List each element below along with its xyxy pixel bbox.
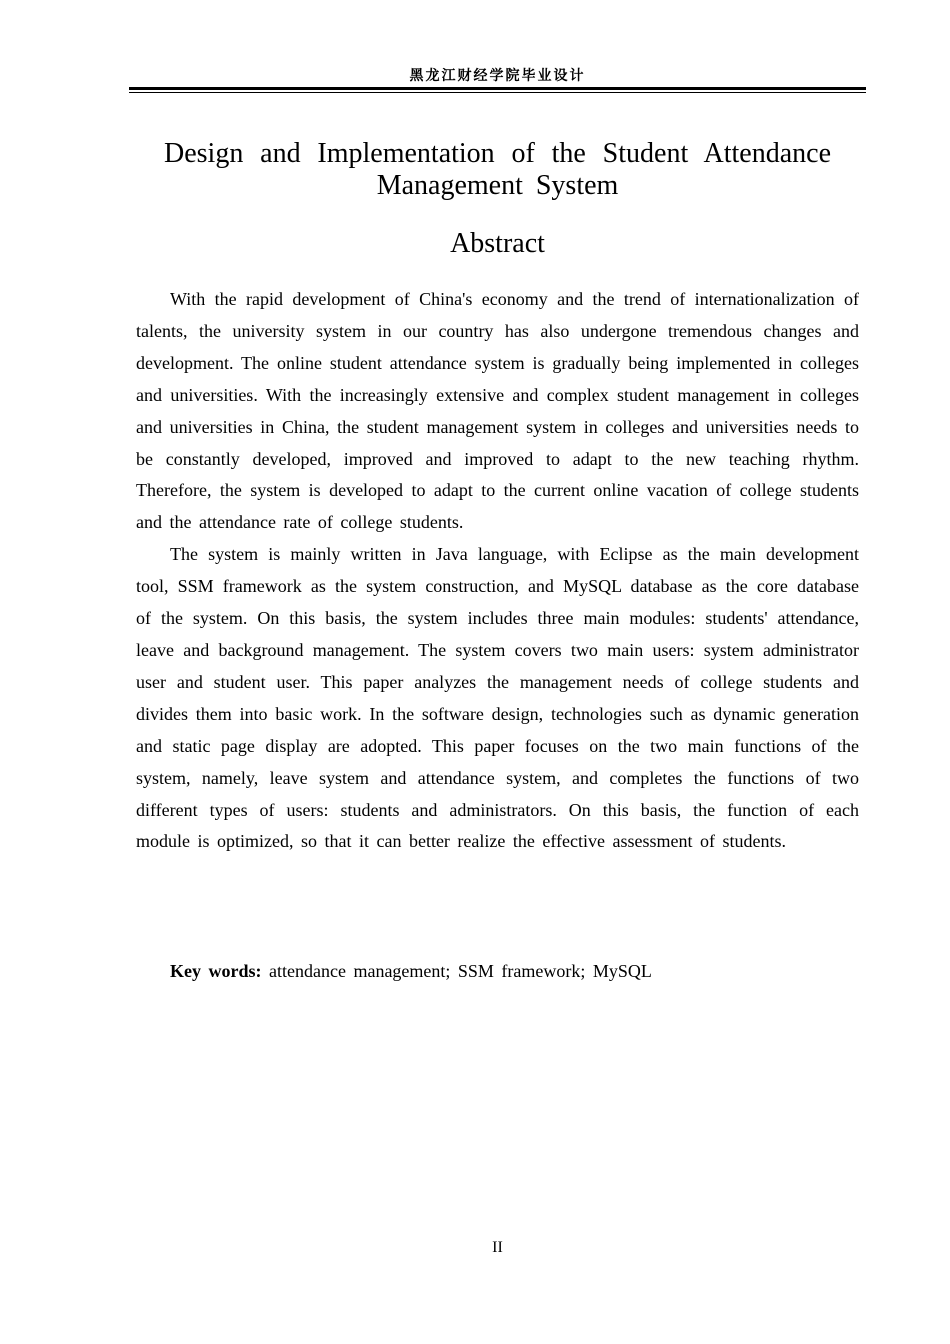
keywords-label: Key words: <box>170 961 262 981</box>
abstract-heading: Abstract <box>450 228 545 259</box>
abstract-paragraph-2: The system is mainly written in Java language, with Eclipse as the main development tool, SSM framework as the system construction, and MySQL database as the core database of the system. On this basis, the system includes three main modules: students' attendance, leave and background management. The system covers two main users: system administrator user and student user. This paper analyzes the management needs of college students and divides them into basic work. In the software design, technologies such as dynamic generation and static page display are adopted. This paper focuses on the two main functions of the system, namely, leave system and attendance system, and completes the functions of two different types of users: students and administrators. On this basis, the function of each module is optimized, so that it can better realize the effective assessment of students. <box>136 544 859 852</box>
header-school-title: 黑龙江财经学院毕业设计 <box>409 68 586 84</box>
keywords <box>170 955 652 987</box>
page-number: II <box>492 1239 503 1256</box>
keywords-text: attendance management; SSM framework; MySQL <box>269 961 652 981</box>
thesis-title-line-2: Management System <box>376 170 619 201</box>
page-header <box>129 66 866 86</box>
thesis-title <box>136 138 859 202</box>
abstract-paragraph-1: With the rapid development of China's economy and the trend of internationalization of talents, the university system in our country has also undergone tremendous changes and development. The online student attendance system is gradually being implemented in colleges and universities. With the increasingly extensive and complex student management in colleges and universities in China, the student management system in colleges and universities needs to be constantly developed, improved and improved to adapt to the new teaching rhythm. Therefore, the system is developed to adapt to the current online vacation of college students and the attendance rate of college students. <box>136 289 859 533</box>
header-rule-thick <box>129 87 866 90</box>
abstract-body <box>136 284 859 858</box>
thesis-title-line-1: Design and Implementation of the Student Attendance <box>164 138 831 169</box>
header-rule-thin <box>129 92 866 93</box>
